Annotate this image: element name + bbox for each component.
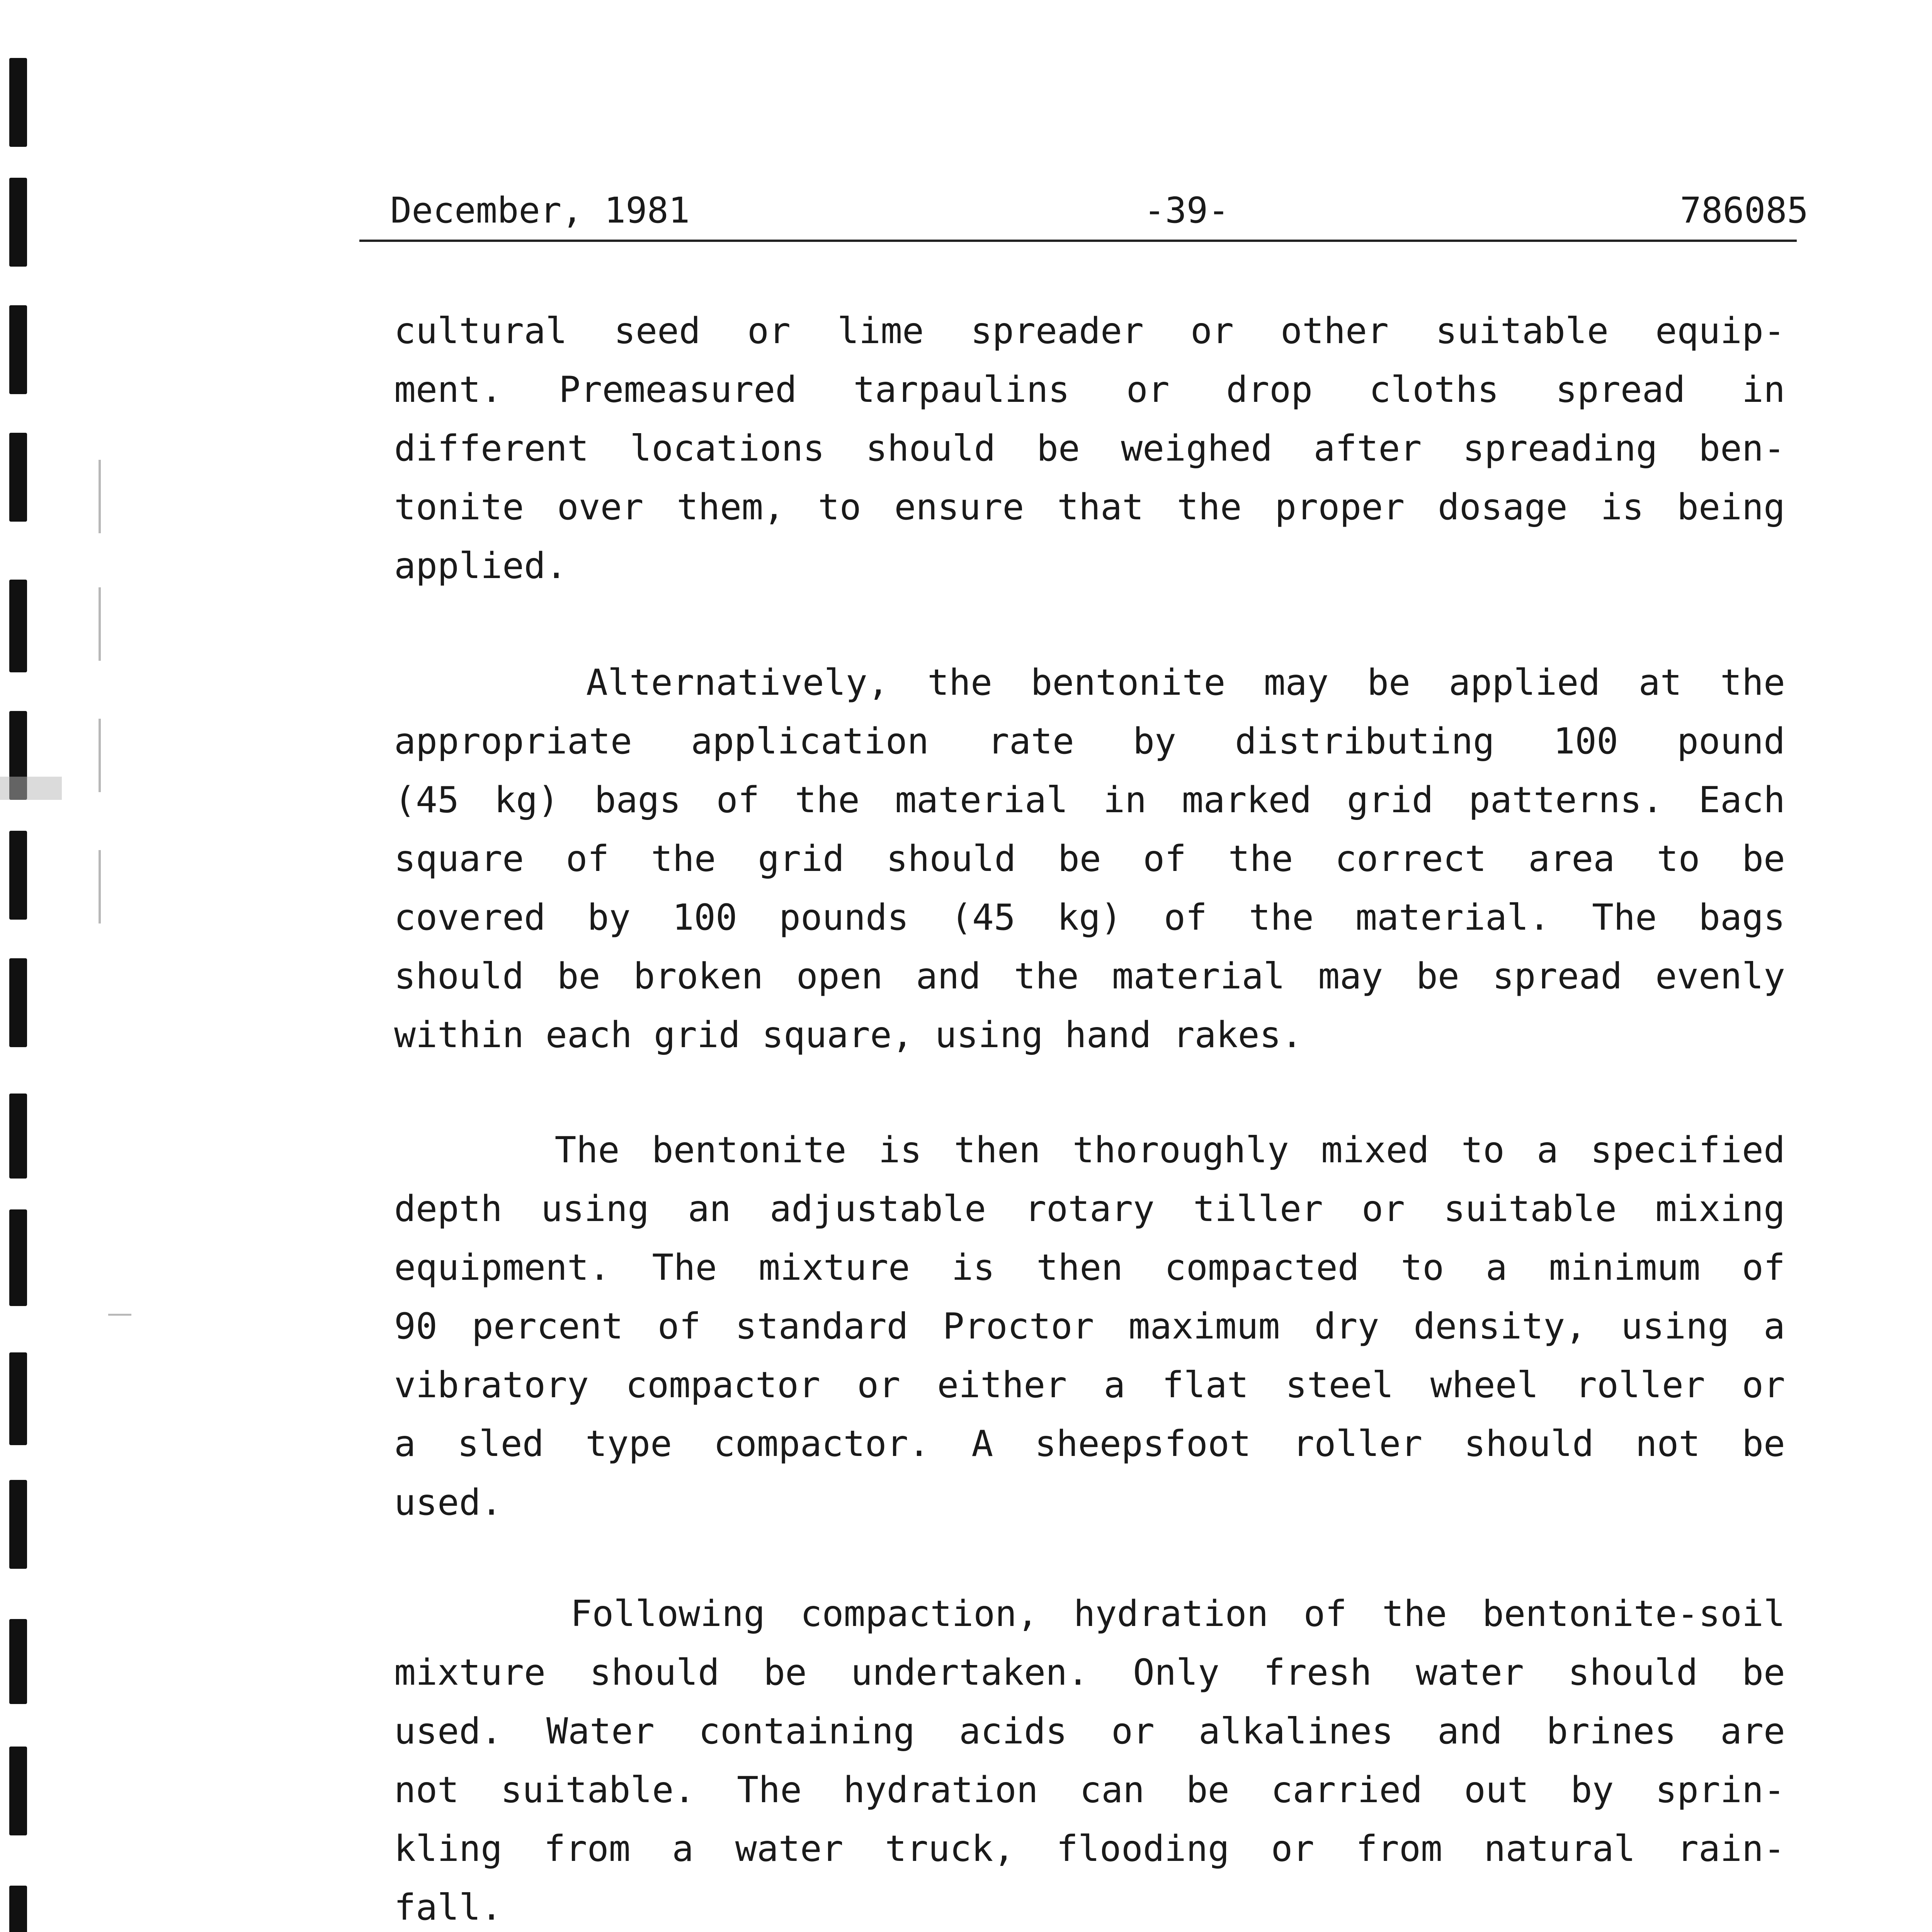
text-line: cultural seed or lime spreader or other suitable equip- bbox=[394, 310, 1785, 352]
binder-hole bbox=[9, 433, 27, 522]
text-line: used. Water containing acids or alkalines and brines are bbox=[394, 1710, 1785, 1752]
text-line: The bentonite is then thoroughly mixed to a specified bbox=[394, 1129, 1785, 1171]
binder-hole bbox=[9, 831, 27, 920]
text-line: fall. bbox=[394, 1886, 502, 1928]
text-line: different locations should be weighed after spreading ben- bbox=[394, 427, 1785, 469]
header-date: December, 1981 bbox=[390, 190, 690, 231]
text-line: used. bbox=[394, 1481, 502, 1523]
text-line: 90 percent of standard Proctor maximum dry density, using a bbox=[394, 1305, 1785, 1347]
text-line: tonite over them, to ensure that the proper dosage is being bbox=[394, 486, 1785, 528]
binder-hole bbox=[9, 305, 27, 394]
scan-mark bbox=[108, 1314, 131, 1316]
binder-hole bbox=[9, 1886, 27, 1932]
text-line: ment. Premeasured tarpaulins or drop cloths spread in bbox=[394, 369, 1785, 410]
scan-mark bbox=[99, 587, 101, 661]
text-line: a sled type compactor. A sheepsfoot roller should not be bbox=[394, 1423, 1785, 1464]
text-line: should be broken open and the material may be spread evenly bbox=[394, 955, 1785, 997]
text-line: Alternatively, the bentonite may be applied at the bbox=[394, 662, 1785, 703]
text-line: Following compaction, hydration of the bentonite-soil bbox=[394, 1593, 1785, 1634]
text-line: depth using an adjustable rotary tiller or suitable mixing bbox=[394, 1188, 1785, 1230]
text-line: applied. bbox=[394, 545, 567, 587]
text-line: covered by 100 pounds (45 kg) of the material. The bags bbox=[394, 896, 1785, 938]
text-line: within each grid square, using hand rakes. bbox=[394, 1014, 1303, 1056]
text-line: vibratory compactor or either a flat steel wheel roller or bbox=[394, 1364, 1785, 1406]
text-line: appropriate application rate by distributing 100 pound bbox=[394, 720, 1785, 762]
binder-hole bbox=[9, 580, 27, 672]
header-page-number: -39- bbox=[1144, 190, 1230, 231]
scan-mark bbox=[0, 777, 62, 800]
text-line: square of the grid should be of the correct area to be bbox=[394, 838, 1785, 879]
page-header bbox=[359, 182, 1808, 242]
scan-mark bbox=[99, 850, 101, 923]
binder-hole bbox=[9, 58, 27, 147]
binder-hole bbox=[9, 1209, 27, 1306]
paragraph bbox=[394, 1584, 1785, 1932]
binder-hole bbox=[9, 1747, 27, 1835]
binder-hole bbox=[9, 178, 27, 267]
text-line: mixture should be undertaken. Only fresh water should be bbox=[394, 1651, 1785, 1693]
binder-hole bbox=[9, 958, 27, 1047]
scan-mark bbox=[99, 719, 101, 792]
text-line: equipment. The mixture is then compacted to a minimum of bbox=[394, 1247, 1785, 1288]
text-line: not suitable. The hydration can be carried out by sprin- bbox=[394, 1769, 1785, 1811]
scan-mark bbox=[99, 460, 101, 533]
paragraph bbox=[394, 301, 1785, 595]
binder-hole bbox=[9, 1352, 27, 1445]
binder-hole bbox=[9, 1480, 27, 1569]
binder-hole bbox=[9, 1094, 27, 1179]
paragraph bbox=[394, 653, 1785, 1064]
header-document-number: 786085 bbox=[1680, 190, 1808, 231]
binder-hole bbox=[9, 1619, 27, 1704]
text-line: kling from a water truck, flooding or from natural rain- bbox=[394, 1828, 1785, 1869]
paragraph bbox=[394, 1121, 1785, 1532]
text-line: (45 kg) bags of the material in marked grid patterns. Each bbox=[394, 779, 1785, 821]
